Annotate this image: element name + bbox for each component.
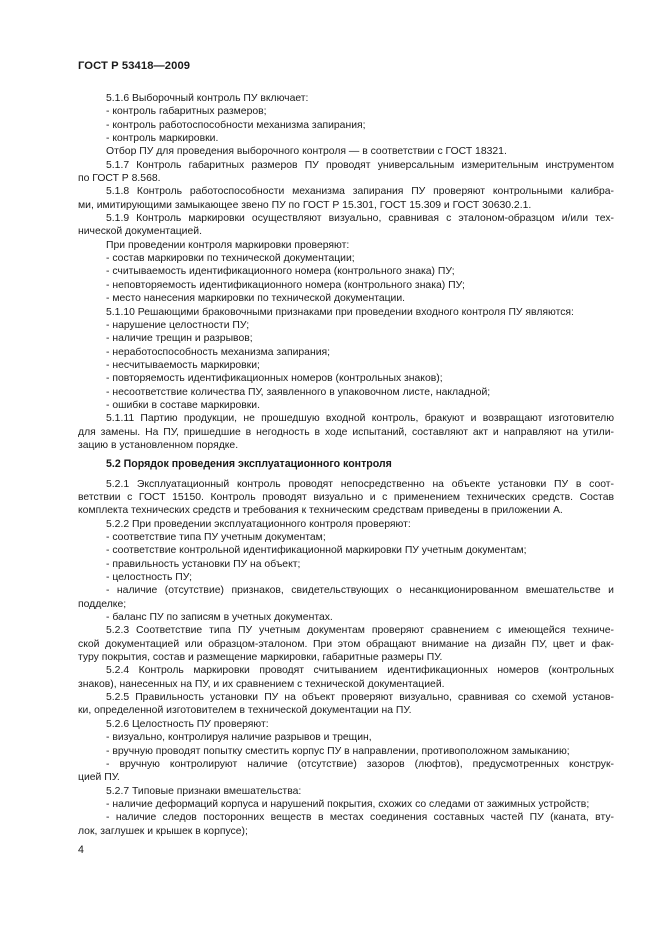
text-line: - визуально, контролируя наличие разрывов и трещин, bbox=[106, 732, 372, 744]
text-line: - ошибки в составе маркировки. bbox=[106, 399, 261, 411]
text-line: 5.2.6 Целостность ПУ проверяют: bbox=[106, 718, 269, 730]
text-line: 5.1.10 Решающими браковочными признаками при проведении входного контроля ПУ являются: bbox=[106, 306, 574, 318]
text-line: зацию в установленном порядке. bbox=[78, 439, 239, 451]
section-heading-5-2: 5.2 Порядок проведения эксплуатационного контроля bbox=[106, 458, 392, 471]
text-line: - правильность установки ПУ на объект; bbox=[106, 558, 301, 570]
text-line: - нарушение целостности ПУ; bbox=[106, 319, 250, 331]
text-line: ветствии с ГОСТ 15150. Контроль проводят визуально и с применением технических средств. Состав bbox=[78, 491, 614, 503]
text-line: для замены. На ПУ, пришедшие в негодность в ходе испытаний, составляют акт и направляют на утили- bbox=[78, 426, 614, 438]
document-body bbox=[78, 92, 614, 838]
text-line: ми, имитирующими замыкающее звено ПУ по ГОСТ Р 15.301, ГОСТ 15.309 и ГОСТ 30630.2.1. bbox=[78, 199, 532, 211]
text-line: лок, заглушек и крышек в корпусе); bbox=[78, 825, 248, 837]
text-line: 5.2.7 Типовые признаки вмешательства: bbox=[106, 785, 302, 797]
text-line: - повторяемость идентификационных номеров (контрольных знаков); bbox=[106, 373, 443, 385]
text-line: - наличие деформаций корпуса и нарушений покрытия, схожих со следами от зажимных устройств; bbox=[106, 798, 590, 810]
text-line: по ГОСТ Р 8.568. bbox=[78, 173, 161, 185]
text-line: 5.2.5 Правильность установки ПУ на объект проверяют визуально, сравнивая со схемой установ- bbox=[106, 692, 614, 704]
text-line: - соответствие типа ПУ учетным документам; bbox=[106, 532, 326, 543]
text-line: 5.1.11 Партию продукции, не прошедшую входной контроль, бракуют и возвращают изготовителю bbox=[106, 413, 614, 425]
text-line: - неработоспособность механизма запирания; bbox=[106, 346, 331, 358]
text-line: комплекта технических средств и требования к техническим средствам приведены в приложении А. bbox=[78, 505, 563, 517]
text-line: - контроль маркировки. bbox=[106, 133, 219, 145]
text-line: 5.1.8 Контроль работоспособности механизма запирания ПУ проверяют контрольными калибра- bbox=[106, 186, 614, 198]
text-line: - состав маркировки по технической документации; bbox=[106, 253, 355, 265]
text-line: - целостность ПУ; bbox=[106, 572, 193, 584]
text-line: 5.2.3 Соответствие типа ПУ учетным документам проверяют сравнением с имеющейся техниче- bbox=[106, 625, 614, 637]
text-line: - контроль габаритных размеров; bbox=[106, 106, 267, 118]
text-line: - несчитываемость маркировки; bbox=[106, 359, 260, 371]
text-line: 5.2.2 При проведении эксплуатационного контроля проверяют: bbox=[106, 518, 411, 530]
text-line: знаков), нанесенных на ПУ, и их сравнением с технической документацией. bbox=[78, 678, 445, 690]
text-line: - считываемость идентификационного номера (контрольного знака) ПУ; bbox=[106, 266, 455, 278]
page-number: 4 bbox=[78, 844, 84, 856]
text-line: - баланс ПУ по записям в учетных документах. bbox=[106, 612, 333, 624]
section-5-2-text bbox=[78, 478, 614, 838]
text-line: 5.2.4 Контроль маркировки проводят считыванием идентификационных номеров (контрольных bbox=[106, 665, 614, 677]
text-line: - неповторяемость идентификационного номера (контрольного знака) ПУ; bbox=[106, 279, 465, 291]
text-line: - контроль работоспособности механизма запирания; bbox=[106, 119, 366, 131]
text-line: - вручную контролируют наличие (отсутствие) зазоров (люфтов), предусмотренных конструк- bbox=[106, 758, 614, 770]
text-line: - соответствие контрольной идентификационной маркировки ПУ учетным документам; bbox=[106, 545, 527, 557]
text-line: - место нанесения маркировки по технической документации. bbox=[106, 293, 406, 305]
text-line: нической документацией. bbox=[78, 226, 202, 238]
section-5-1-text bbox=[78, 92, 614, 452]
text-line: - наличие следов посторонних веществ в местах соединения составных частей ПУ (каната, вту- bbox=[106, 812, 614, 824]
text-line: подделке; bbox=[78, 598, 127, 610]
text-line: ки, определенной изготовителем в технической документации на ПУ. bbox=[78, 705, 412, 717]
text-line: - несоответствие количества ПУ, заявленного в упаковочном листе, накладной; bbox=[106, 386, 491, 398]
text-line: 5.1.9 Контроль маркировки осуществляют визуально, сравнивая с эталоном-образцом и/или тех- bbox=[106, 213, 614, 225]
text-line: - вручную проводят попытку сместить корпус ПУ в направлении, противоположном замыканию; bbox=[106, 745, 570, 757]
document-header: ГОСТ Р 53418—2009 bbox=[78, 60, 191, 72]
text-line: - наличие трещин и разрывов; bbox=[106, 333, 253, 345]
text-line: ской документацией или образцом-эталоном. При этом обращают внимание на дизайн ПУ, цвет и фак- bbox=[78, 638, 614, 650]
text-line: Отбор ПУ для проведения выборочного контроля — в соответствии с ГОСТ 18321. bbox=[106, 146, 507, 158]
text-line: 5.1.6 Выборочный контроль ПУ включает: bbox=[106, 93, 309, 104]
text-line: цией ПУ. bbox=[78, 772, 120, 784]
text-line: 5.1.7 Контроль габаритных размеров ПУ проводят универсальным измерительным инструментом bbox=[106, 159, 614, 171]
text-line: При проведении контроля маркировки проверяют: bbox=[106, 239, 350, 251]
text-line: 5.2.1 Эксплуатационный контроль проводят непосредственно на объекте установки ПУ в соот- bbox=[106, 478, 614, 490]
text-line: туру покрытия, состав и размещение маркировки, габаритные размеры ПУ. bbox=[78, 652, 443, 664]
text-line: - наличие (отсутствие) признаков, свидетельствующих о несанкционированном вмешательстве и bbox=[106, 585, 614, 597]
